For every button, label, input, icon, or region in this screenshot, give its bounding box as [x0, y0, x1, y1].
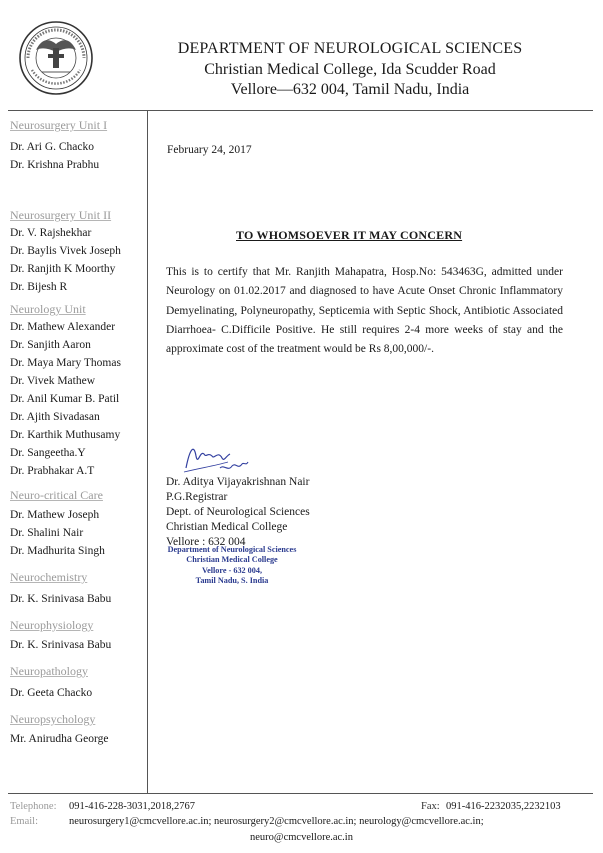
signatory-name: Dr. Aditya Vijayakrishnan Nair: [166, 476, 310, 488]
stamp-line: Christian Medical College: [186, 555, 278, 565]
signatory-city: Vellore : 632 004: [166, 536, 246, 548]
doctor-name: Dr. Madhurita Singh: [10, 545, 105, 557]
doctor-name: Dr. V. Rajshekhar: [10, 227, 92, 239]
doctor-name: Dr. Ari G. Chacko: [10, 141, 95, 153]
header-divider: [8, 110, 593, 111]
unit-heading: Neuro-critical Care: [10, 488, 103, 502]
email-label: Email:: [10, 816, 38, 827]
stamp-line: Vellore - 632 004,: [201, 565, 263, 575]
doctor-name: Dr. Bijesh R: [10, 281, 68, 293]
doctor-name: Dr. Shalini Nair: [10, 527, 84, 539]
telephone-number: 091-416-228-3031,2018,2767: [69, 801, 195, 812]
letter-subject: TO WHOMSOEVER IT MAY CONCERN: [236, 228, 463, 242]
fax-number: 091-416-2232035,2232103: [446, 801, 561, 812]
doctor-name: Dr. Karthik Muthusamy: [10, 429, 121, 441]
department-stamp: [162, 545, 302, 587]
doctor-name: Dr. Baylis Vivek Joseph: [10, 245, 121, 257]
sidebar-divider: [147, 110, 148, 794]
unit-heading: Neuropsychology: [10, 712, 96, 726]
unit-heading: Neurochemistry: [10, 570, 88, 584]
fax-label: Fax:: [421, 801, 440, 812]
doctor-name: Dr. Krishna Prabhu: [10, 159, 100, 171]
stamp-line: Department of Neurological Sciences: [167, 545, 297, 554]
doctor-name: Dr. K. Srinivasa Babu: [10, 639, 112, 651]
letter-body: This is to certify that Mr. Ranjith Mahapatra, Hosp.No: 543463G, admitted under Neurology on 01.02.2017 and diagnosed to have Acute Onset Chronic Inflammatory Demyelinating, Polyneuropathy, Septicemia with Septic Shock, Antibiotic Associated Diarrhoea- C.Difficile Positive. He still requires 2-4 more weeks of stay and the approximate cost of the treatment would be Rs 8,00,000/-.: [166, 266, 563, 356]
doctor-name: Dr. K. Srinivasa Babu: [10, 593, 112, 605]
department-title: DEPARTMENT OF NEUROLOGICAL SCIENCES: [177, 40, 523, 57]
email-address-neuro[interactable]: neuro@cmcvellore.ac.in: [250, 832, 353, 843]
doctor-name: Dr. Mathew Alexander: [10, 321, 116, 333]
handwritten-signature: [180, 438, 252, 480]
unit-heading: Neurosurgery Unit II: [10, 208, 112, 222]
telephone-label: Telephone:: [10, 801, 57, 812]
doctor-name: Dr. Geeta Chacko: [10, 687, 93, 699]
footer-divider: [8, 793, 593, 794]
signatory-college: Christian Medical College: [166, 521, 288, 533]
college-city: Vellore—632 004, Tamil Nadu, India: [230, 81, 470, 98]
email-addresses[interactable]: neurosurgery1@cmcvellore.ac.in; neurosurgery2@cmcvellore.ac.in; neurology@cmcvellore.ac.in;: [69, 816, 484, 827]
doctor-name: Dr. Sangeetha.Y: [10, 447, 86, 459]
signatory-block: [166, 475, 310, 550]
college-seal-logo: [18, 20, 94, 96]
doctor-name: Dr. Ajith Sivadasan: [10, 411, 100, 423]
doctor-name: Dr. Maya Mary Thomas: [10, 357, 121, 369]
doctor-name: Dr. Ranjith K Moorthy: [10, 263, 116, 275]
doctor-name: Dr. Sanjith Aaron: [10, 339, 91, 351]
signatory-department: Dept. of Neurological Sciences: [166, 506, 310, 518]
unit-heading: Neurosurgery Unit I: [10, 118, 108, 132]
doctor-name: Dr. Mathew Joseph: [10, 509, 100, 521]
letter-date: February 24, 2017: [167, 144, 252, 156]
faculty-sidebar: [10, 116, 144, 748]
doctor-name: Mr. Anirudha George: [10, 733, 109, 745]
signatory-title: P.G.Registrar: [166, 491, 228, 503]
unit-heading: Neuropathology: [10, 664, 88, 678]
unit-heading: Neurophysiology: [10, 618, 94, 632]
doctor-name: Dr. Anil Kumar B. Patil: [10, 393, 120, 405]
college-address: Christian Medical College, Ida Scudder Road: [204, 61, 496, 78]
stamp-line: Tamil Nadu, S. India: [195, 576, 269, 586]
doctor-name: Dr. Prabhakar A.T: [10, 465, 95, 477]
doctor-name: Dr. Vivek Mathew: [10, 375, 96, 387]
unit-heading: Neurology Unit: [10, 302, 86, 316]
